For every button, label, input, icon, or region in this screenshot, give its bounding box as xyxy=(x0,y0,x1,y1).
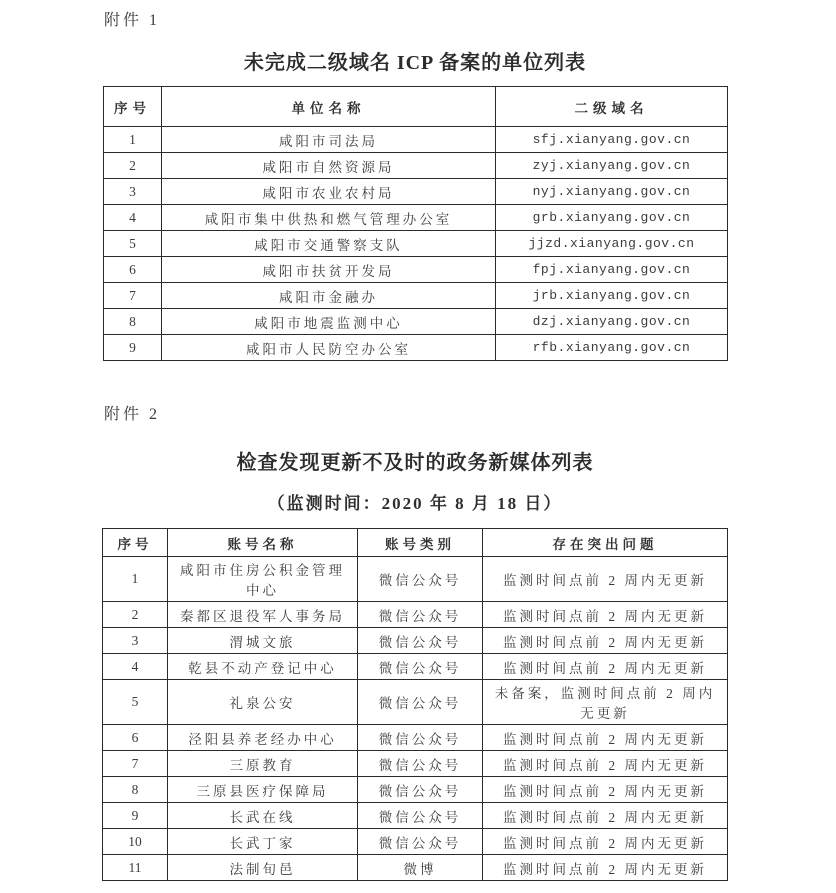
attachment2-label: 附件 2 xyxy=(104,406,161,423)
column-header-no: 序号 xyxy=(103,529,168,557)
row-number-cell: 1 xyxy=(104,127,162,153)
account-type-cell: 微信公众号 xyxy=(358,751,483,777)
issue-cell: 监测时间点前 2 周内无更新 xyxy=(483,751,728,777)
account-type-cell: 微信公众号 xyxy=(358,829,483,855)
table-header-row xyxy=(104,87,728,127)
account-name-cell: 渭城文旅 xyxy=(168,628,358,654)
account-type-cell: 微信公众号 xyxy=(358,725,483,751)
row-number-cell: 4 xyxy=(104,205,162,231)
new-media-table xyxy=(102,528,728,881)
account-type-cell: 微信公众号 xyxy=(358,654,483,680)
domain-cell: grb.xianyang.gov.cn xyxy=(496,205,728,231)
domain-cell: nyj.xianyang.gov.cn xyxy=(496,179,728,205)
table-row xyxy=(103,680,728,725)
account-name-cell: 泾阳县养老经办中心 xyxy=(168,725,358,751)
row-number-cell: 9 xyxy=(103,803,168,829)
table-row xyxy=(104,205,728,231)
unit-name-cell: 咸阳市金融办 xyxy=(162,283,496,309)
row-number-cell: 8 xyxy=(103,777,168,803)
account-name-cell: 乾县不动产登记中心 xyxy=(168,654,358,680)
table-row xyxy=(103,829,728,855)
account-type-cell: 微信公众号 xyxy=(358,628,483,654)
unit-name-cell: 咸阳市集中供热和燃气管理办公室 xyxy=(162,205,496,231)
table-row xyxy=(103,855,728,881)
table-row xyxy=(104,309,728,335)
attachment2-title: 检查发现更新不及时的政务新媒体列表 xyxy=(236,452,594,474)
domain-cell: jrb.xianyang.gov.cn xyxy=(496,283,728,309)
account-type-cell: 微信公众号 xyxy=(358,602,483,628)
account-name-cell: 咸阳市住房公积金管理中心 xyxy=(168,557,358,602)
table-row xyxy=(103,602,728,628)
account-name-cell: 秦都区退役军人事务局 xyxy=(168,602,358,628)
issue-cell: 监测时间点前 2 周内无更新 xyxy=(483,855,728,881)
issue-cell: 监测时间点前 2 周内无更新 xyxy=(483,829,728,855)
domain-cell: jjzd.xianyang.gov.cn xyxy=(496,231,728,257)
row-number-cell: 7 xyxy=(104,283,162,309)
issue-cell: 监测时间点前 2 周内无更新 xyxy=(483,777,728,803)
row-number-cell: 2 xyxy=(103,602,168,628)
unit-name-cell: 咸阳市农业农村局 xyxy=(162,179,496,205)
column-header-name: 账号名称 xyxy=(168,529,358,557)
row-number-cell: 8 xyxy=(104,309,162,335)
unit-name-cell: 咸阳市司法局 xyxy=(162,127,496,153)
column-header-no: 序号 xyxy=(104,87,162,127)
row-number-cell: 3 xyxy=(104,179,162,205)
row-number-cell: 3 xyxy=(103,628,168,654)
unit-name-cell: 咸阳市自然资源局 xyxy=(162,153,496,179)
unit-name-cell: 咸阳市人民防空办公室 xyxy=(162,335,496,361)
table-row xyxy=(103,803,728,829)
account-name-cell: 长武在线 xyxy=(168,803,358,829)
domain-cell: dzj.xianyang.gov.cn xyxy=(496,309,728,335)
table-header-row xyxy=(103,529,728,557)
account-name-cell: 三原教育 xyxy=(168,751,358,777)
column-header-type: 账号类别 xyxy=(358,529,483,557)
table-row xyxy=(103,557,728,602)
row-number-cell: 2 xyxy=(104,153,162,179)
account-type-cell: 微信公众号 xyxy=(358,777,483,803)
table-row xyxy=(104,127,728,153)
table-row xyxy=(103,751,728,777)
domain-cell: zyj.xianyang.gov.cn xyxy=(496,153,728,179)
row-number-cell: 6 xyxy=(103,725,168,751)
issue-cell: 未备案，监测时间点前 2 周内无更新 xyxy=(483,680,728,725)
table-row xyxy=(104,335,728,361)
issue-cell: 监测时间点前 2 周内无更新 xyxy=(483,803,728,829)
issue-cell: 监测时间点前 2 周内无更新 xyxy=(483,602,728,628)
row-number-cell: 5 xyxy=(104,231,162,257)
table-row xyxy=(104,283,728,309)
row-number-cell: 5 xyxy=(103,680,168,725)
column-header-issue: 存在突出问题 xyxy=(483,529,728,557)
row-number-cell: 11 xyxy=(103,855,168,881)
table-row xyxy=(104,257,728,283)
issue-cell: 监测时间点前 2 周内无更新 xyxy=(483,628,728,654)
attachment1-title: 未完成二级域名 ICP 备案的单位列表 xyxy=(243,52,587,74)
attachment1-label: 附件 1 xyxy=(104,12,161,29)
account-name-cell: 礼泉公安 xyxy=(168,680,358,725)
account-name-cell: 三原县医疗保障局 xyxy=(168,777,358,803)
unit-name-cell: 咸阳市交通警察支队 xyxy=(162,231,496,257)
issue-cell: 监测时间点前 2 周内无更新 xyxy=(483,557,728,602)
unit-name-cell: 咸阳市地震监测中心 xyxy=(162,309,496,335)
account-name-cell: 法制旬邑 xyxy=(168,855,358,881)
table-row xyxy=(103,628,728,654)
domain-cell: rfb.xianyang.gov.cn xyxy=(496,335,728,361)
icp-units-table xyxy=(103,86,728,361)
table-row xyxy=(103,777,728,803)
attachment2-subtitle: （监测时间：2020 年 8 月 18 日） xyxy=(267,494,563,513)
row-number-cell: 7 xyxy=(103,751,168,777)
row-number-cell: 4 xyxy=(103,654,168,680)
column-header-domain: 二级域名 xyxy=(496,87,728,127)
column-header-unit: 单位名称 xyxy=(162,87,496,127)
table-row xyxy=(103,654,728,680)
table-row xyxy=(103,725,728,751)
row-number-cell: 9 xyxy=(104,335,162,361)
issue-cell: 监测时间点前 2 周内无更新 xyxy=(483,654,728,680)
unit-name-cell: 咸阳市扶贫开发局 xyxy=(162,257,496,283)
issue-cell: 监测时间点前 2 周内无更新 xyxy=(483,725,728,751)
domain-cell: sfj.xianyang.gov.cn xyxy=(496,127,728,153)
account-type-cell: 微信公众号 xyxy=(358,557,483,602)
account-type-cell: 微信公众号 xyxy=(358,680,483,725)
account-type-cell: 微信公众号 xyxy=(358,803,483,829)
account-type-cell: 微博 xyxy=(358,855,483,881)
table-row xyxy=(104,153,728,179)
table-row xyxy=(104,179,728,205)
row-number-cell: 10 xyxy=(103,829,168,855)
account-name-cell: 长武丁家 xyxy=(168,829,358,855)
domain-cell: fpj.xianyang.gov.cn xyxy=(496,257,728,283)
row-number-cell: 1 xyxy=(103,557,168,602)
row-number-cell: 6 xyxy=(104,257,162,283)
table-row xyxy=(104,231,728,257)
